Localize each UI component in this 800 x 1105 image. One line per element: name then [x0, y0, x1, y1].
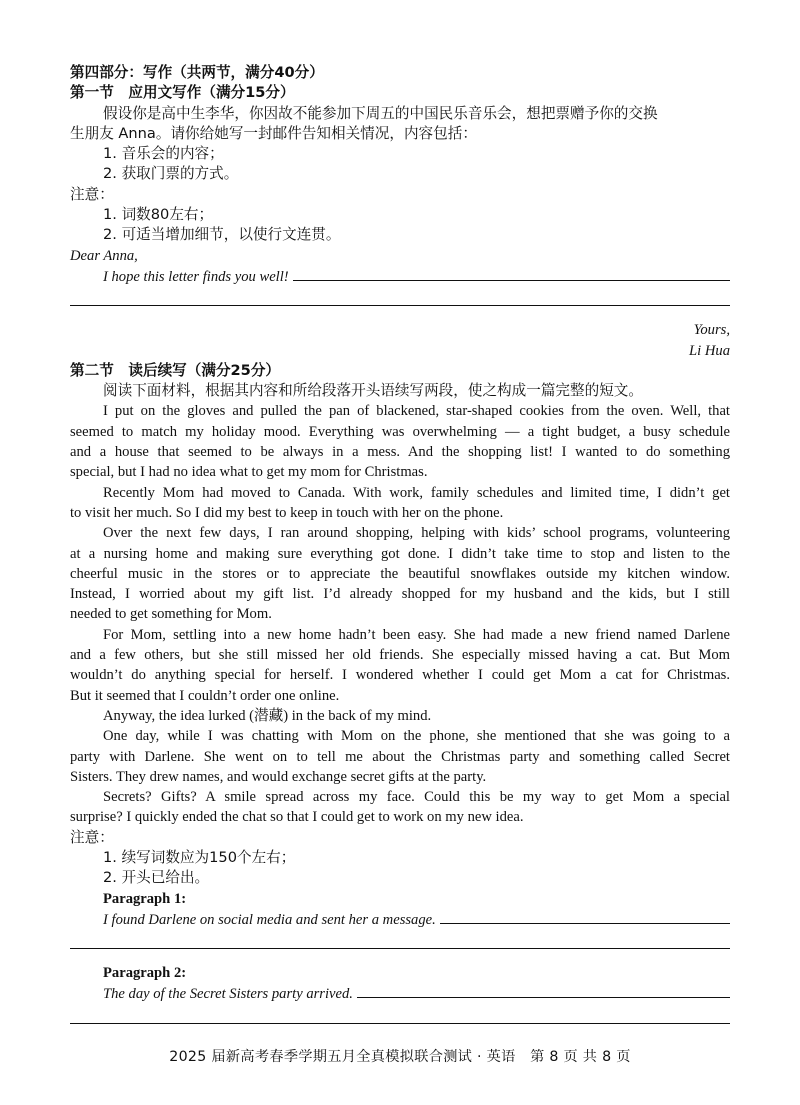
passage-line: seemed to match my holiday mood. Everything was overwhelming — a tight budget, a busy schedule [70, 423, 730, 440]
signature: Li Hua [689, 342, 730, 359]
salutation: Dear Anna, [70, 247, 138, 264]
section1-heading: 第一节 应用文写作（满分15分） [70, 84, 295, 102]
passage-line: I put on the gloves and pulled the pan of blackened, star-shaped cookies from the oven. Well, that [103, 403, 730, 420]
paragraph-1-label: Paragraph 1: [103, 890, 187, 907]
closing: Yours, [693, 322, 730, 339]
paragraph-1-row [70, 909, 730, 930]
passage-line: special, but I had no idea what to get my mom for Christmas. [70, 464, 428, 481]
passage-line: at a nursing home and making sure everything got done. I didn’t take time to stop and listen to the [70, 545, 730, 562]
part4-heading: 第四部分：写作（共两节，满分40分） [70, 64, 324, 81]
passage-line: wouldn’t do anything special for herself. I wondered whether I could get Mom a cat for Christmas. [70, 667, 730, 684]
answer-blank[interactable] [293, 266, 730, 281]
passage-line: But it seemed that I couldn’t order one online. [70, 687, 340, 704]
notes-label: 注意： [70, 185, 114, 203]
note-item-2: 2. 可适当增加细节，以使行文连贯。 [103, 226, 341, 244]
passage-line: Sisters. They drew names, and would exchange secret gifts at the party. [70, 768, 487, 785]
answer-line[interactable] [70, 1023, 730, 1024]
passage-line: For Mom, settling into a new home hadn’t been easy. She had made a new friend named Darlene [103, 626, 730, 643]
exam-page [70, 63, 730, 1024]
prompt-line-2: 生朋友 Anna。请你给她写一封邮件告知相关情况，内容包括： [70, 124, 477, 142]
letter-opening-row [70, 266, 730, 287]
section2-heading: 第二节 读后续写（满分25分） [70, 361, 281, 379]
passage-line: Over the next few days, I ran around shopping, helping with kids’ school programs, volunteering [103, 525, 730, 542]
passage-line: Recently Mom had moved to Canada. With work, family schedules and limited time, I didn’t get [103, 484, 730, 501]
letter-opening: I hope this letter finds you well! [103, 268, 289, 285]
paragraph-2-label: Paragraph 2: [103, 965, 187, 982]
passage-line: surprise? I quickly ended the chat so that I could get to work on my new idea. [70, 809, 524, 826]
passage-line: needed to get something for Mom. [70, 606, 272, 623]
passage-line: party with Darlene. She went on to tell me about the Christmas party and something called Secret [70, 748, 730, 765]
note2-item-1: 1. 续写词数应为150个左右； [103, 848, 296, 866]
note2-item-2: 2. 开头已给出。 [103, 869, 210, 887]
passage-line: Anyway, the idea lurked (潜藏) in the back of my mind. [103, 707, 432, 724]
note-item-1: 1. 词数80左右； [103, 206, 214, 224]
paragraph-1-start: I found Darlene on social media and sent her a message. [103, 911, 436, 928]
passage-line: Instead, I worried about my gift list. I’d already shopped for my husband and the kids, but I still [70, 586, 730, 603]
paragraph-2-start: The day of the Secret Sisters party arrived. [103, 986, 353, 1003]
content-item-1: 1. 音乐会的内容； [103, 145, 224, 163]
prompt-line-1: 假设你是高中生李华，你因故不能参加下周五的中国民乐音乐会，想把票赠予你的交换 [103, 104, 658, 122]
answer-blank[interactable] [357, 983, 730, 998]
answer-blank[interactable] [440, 909, 730, 924]
passage-line: to visit her much. So I did my best to keep in touch with her on the phone. [70, 504, 504, 521]
content-item-2: 2. 获取门票的方式。 [103, 165, 239, 183]
passage-line: and a house that seemed to be always in a mess. And the shopping list! I wanted to do something [70, 444, 730, 461]
notes-label-2: 注意： [70, 828, 114, 846]
passage-line: Secrets? Gifts? A smile spread across my face. Could this be my way to get Mom a special [103, 789, 730, 806]
passage-line: and a few others, but she still missed her old friends. She especially missed having a cat. But Mom [70, 647, 730, 664]
paragraph-2-row [70, 983, 730, 1004]
page-footer: 2025 届新高考春季学期五月全真模拟联合测试 · 英语 第 8 页 共 8 页 [169, 1049, 631, 1065]
section2-instruction: 阅读下面材料，根据其内容和所给段落开头语续写两段，使之构成一篇完整的短文。 [103, 382, 643, 400]
passage-line: One day, while I was chatting with Mom on the phone, she mentioned that she was going to a [103, 728, 730, 745]
passage-line: cheerful music in the stores or to appreciate the beautiful snowflakes outside my kitchen window. [70, 565, 730, 582]
